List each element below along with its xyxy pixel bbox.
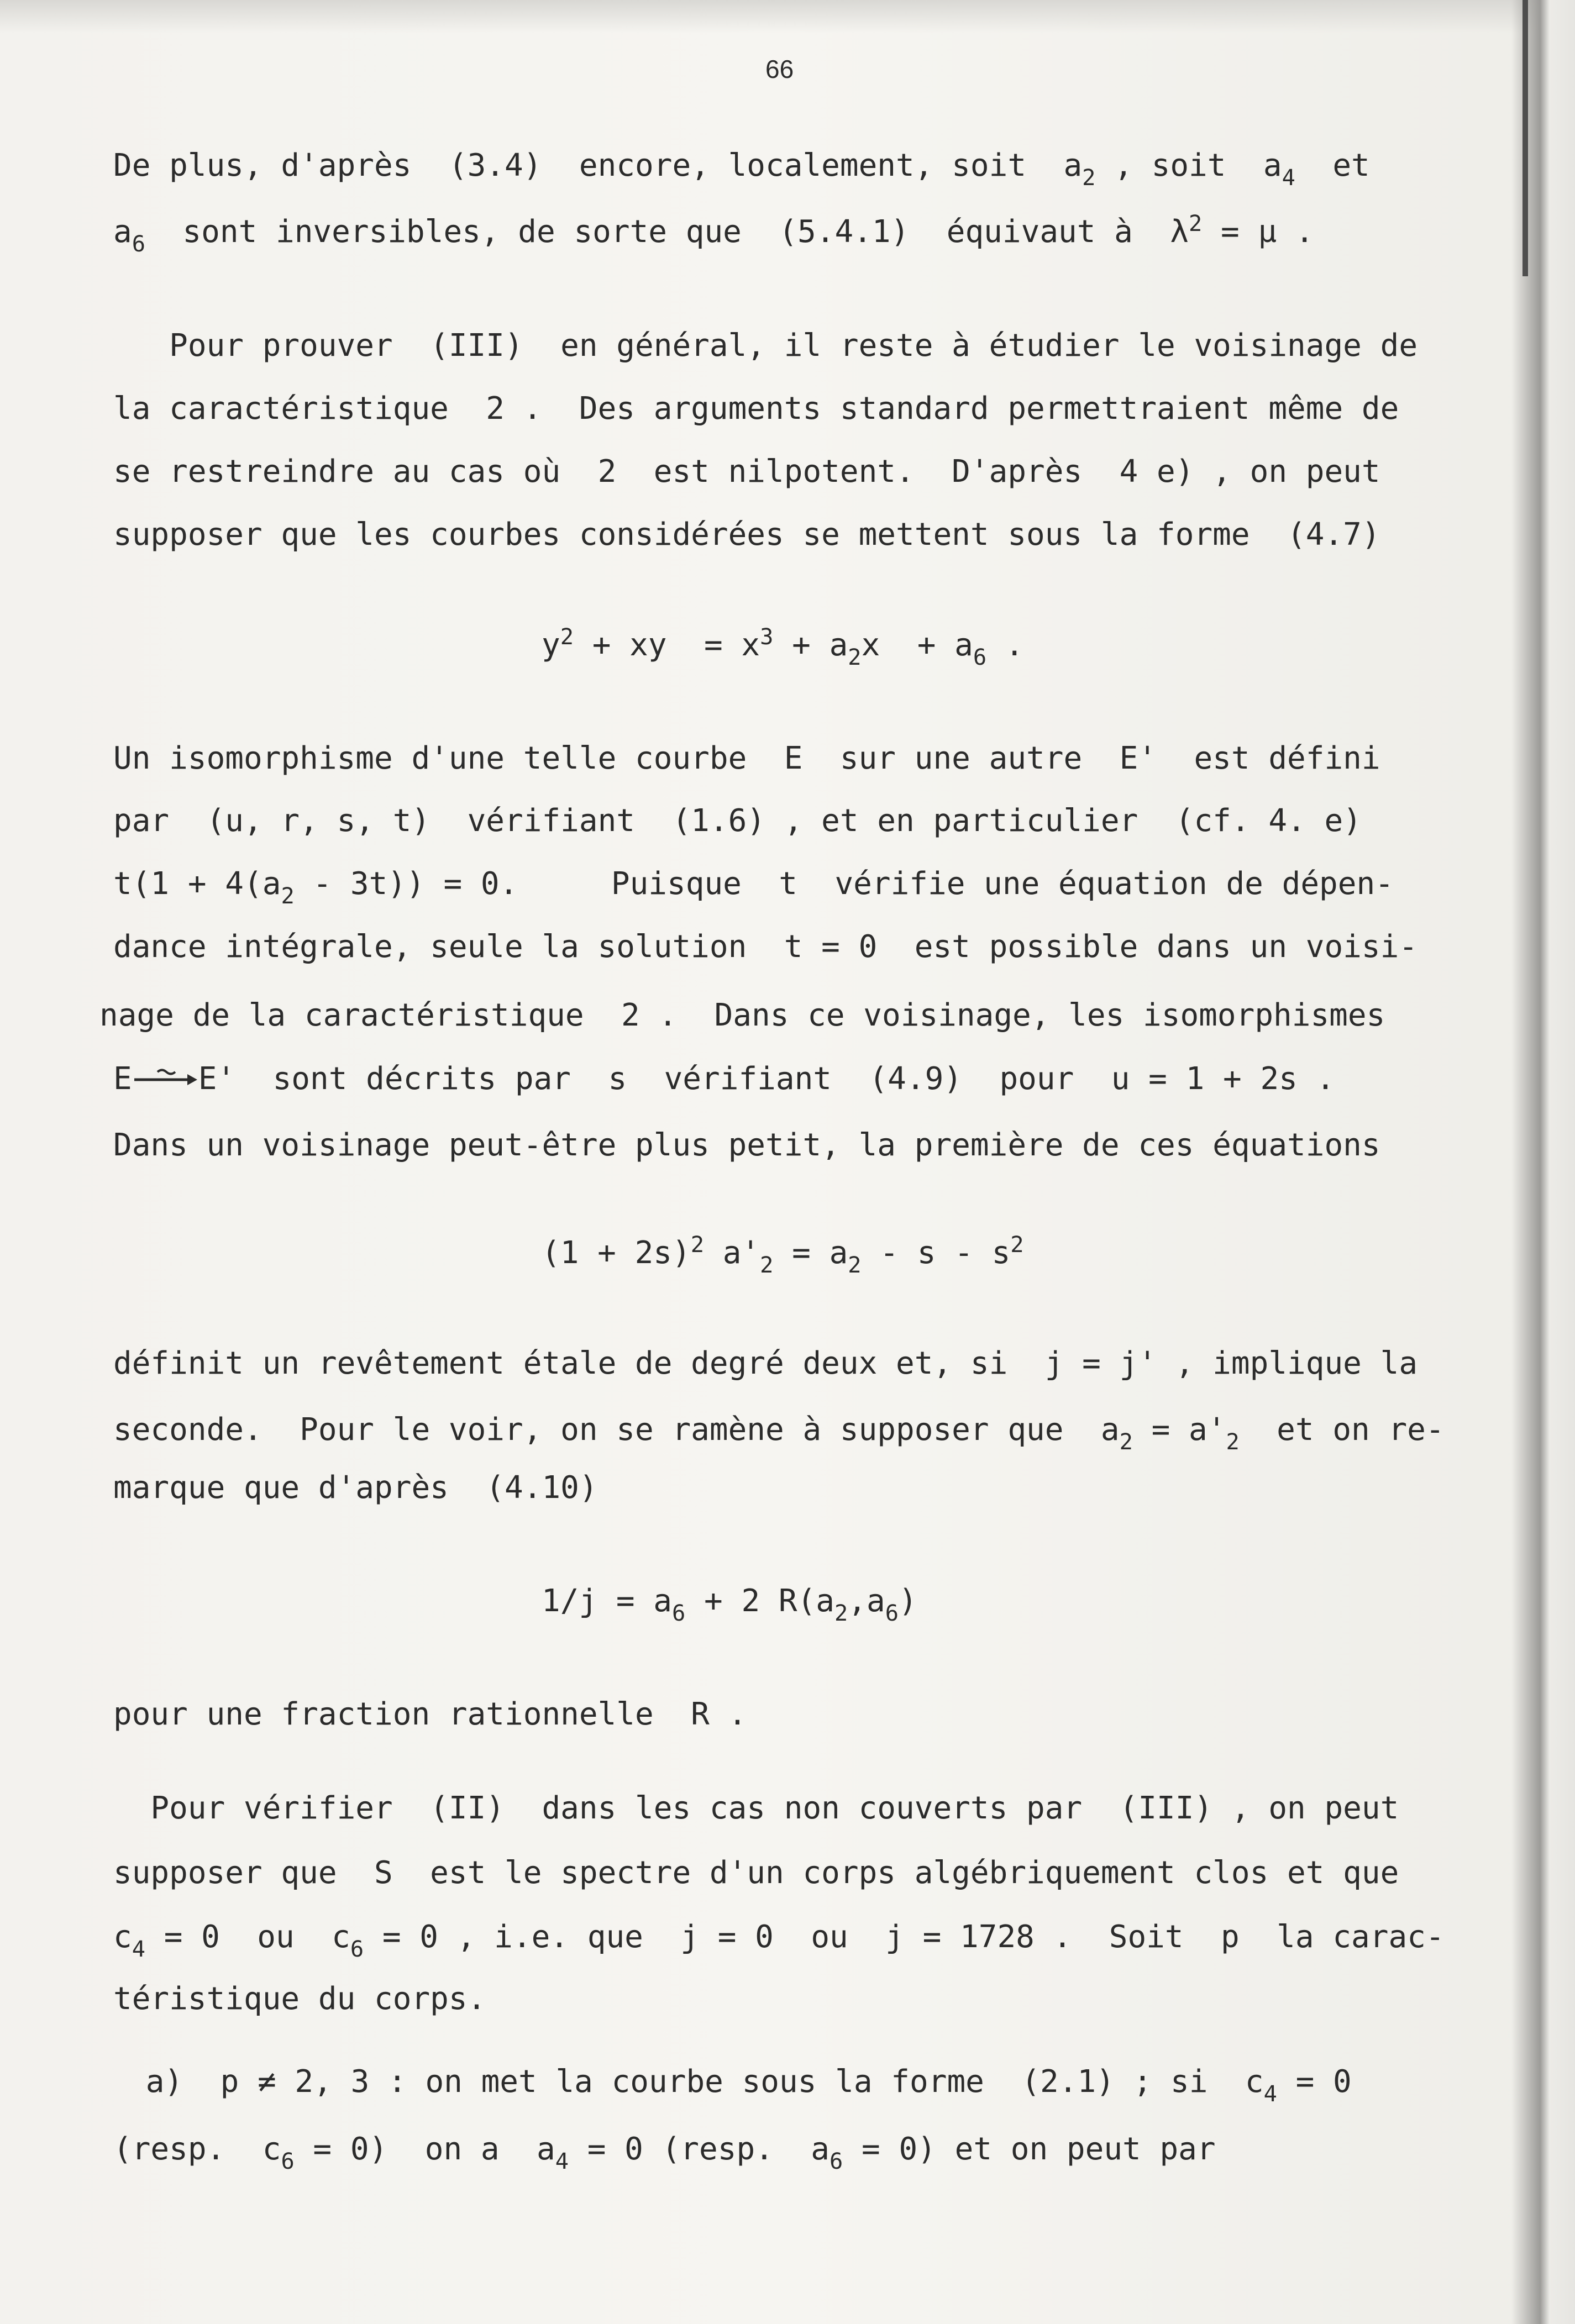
text-line-5: se restreindre au cas où 2 est nilpotent. D'après 4 e) , on peut: [113, 454, 1380, 490]
text-line-13: Dans un voisinage peut-être plus petit, la première de ces équations: [113, 1127, 1380, 1163]
isomorphism-arrow-icon: [132, 1070, 198, 1092]
scan-edge-mark: [1523, 0, 1528, 276]
text-line-20: $c_4 = 0$ ou $c_6 = 0$ , i.e. que j = 0 ou j = 1728 . Soit p la carac-: [113, 1919, 1445, 1962]
text-line-11: nage de la caractéristique 2 . Dans ce voisinage, les isomorphismes: [99, 997, 1385, 1033]
text-line-12: E E' sont décrits par s vérifiant (4.9) pour u = 1 + 2s .: [113, 1061, 1335, 1097]
text-line-14: définit un revêtement étale de degré deux et, si j = j' , implique la: [113, 1345, 1418, 1381]
equation-cover: $(1 + 2s)^2$ $a'_2 = a_2 - s - s^2$: [542, 1231, 1024, 1278]
text-line-18: Pour vérifier (II) dans les cas non couverts par (III) , on peut: [113, 1790, 1399, 1826]
text-line-21: téristique du corps.: [113, 1981, 486, 2017]
equation-j-invariant: $1/j = a_6 + 2$ $R(a_2,a_6)$: [542, 1583, 917, 1626]
text-line-22: a) p ≠ 2, 3 : on met la courbe sous la forme (2.1) ; si $c_4 = 0$: [127, 2064, 1352, 2107]
text-line-3: Pour prouver (III) en général, il reste à étudier le voisinage de: [113, 328, 1418, 364]
text-line-2: $a_6$ sont inversibles, de sorte que (5.4.1) équivaut à $\lambda^2 = \mu$ .: [113, 210, 1314, 257]
text-line-10: dance intégrale, seule la solution t = 0 est possible dans un voisi-: [113, 929, 1418, 965]
text-line-9: $t(1 + 4(a_2 - 3t)) = 0$. Puisque t vérifie une équation de dépen-: [113, 866, 1394, 909]
scan-shadow-top: [0, 0, 1575, 33]
text-line-1: De plus, d'après (3.4) encore, localement, soit $a_2$ , soit $a_4$ et: [113, 148, 1370, 191]
text-line-15: seconde. Pour le voir, on se ramène à supposer que $a_2 = a'_2$ et on re-: [113, 1412, 1445, 1455]
text-line-8: par (u, r, s, t) vérifiant (1.6) , et en particulier (cf. 4. e): [113, 803, 1362, 839]
text-line-23: (resp. $c_6 = 0$) on a $a_4 = 0$ (resp. $a_6 = 0$) et on peut par: [113, 2131, 1216, 2174]
page-number: 66: [765, 55, 794, 83]
text-line-6: supposer que les courbes considérées se mettent sous la forme (4.7): [113, 517, 1380, 553]
text-line-7: Un isomorphisme d'une telle courbe E sur une autre E' est défini: [113, 740, 1380, 776]
text-line-17: pour une fraction rationnelle R .: [113, 1696, 747, 1732]
text-line-19: supposer que S est le spectre d'un corps algébriquement clos et que: [113, 1855, 1399, 1891]
scan-shadow-right: [1511, 0, 1575, 2324]
equation-curve: $y^2$ + xy = $x^3 + a_2x + a_6$ .: [542, 623, 1024, 670]
text-line-4: la caractéristique 2 . Des arguments standard permettraient même de: [113, 391, 1399, 427]
text-line-16: marque que d'après (4.10): [113, 1470, 598, 1506]
